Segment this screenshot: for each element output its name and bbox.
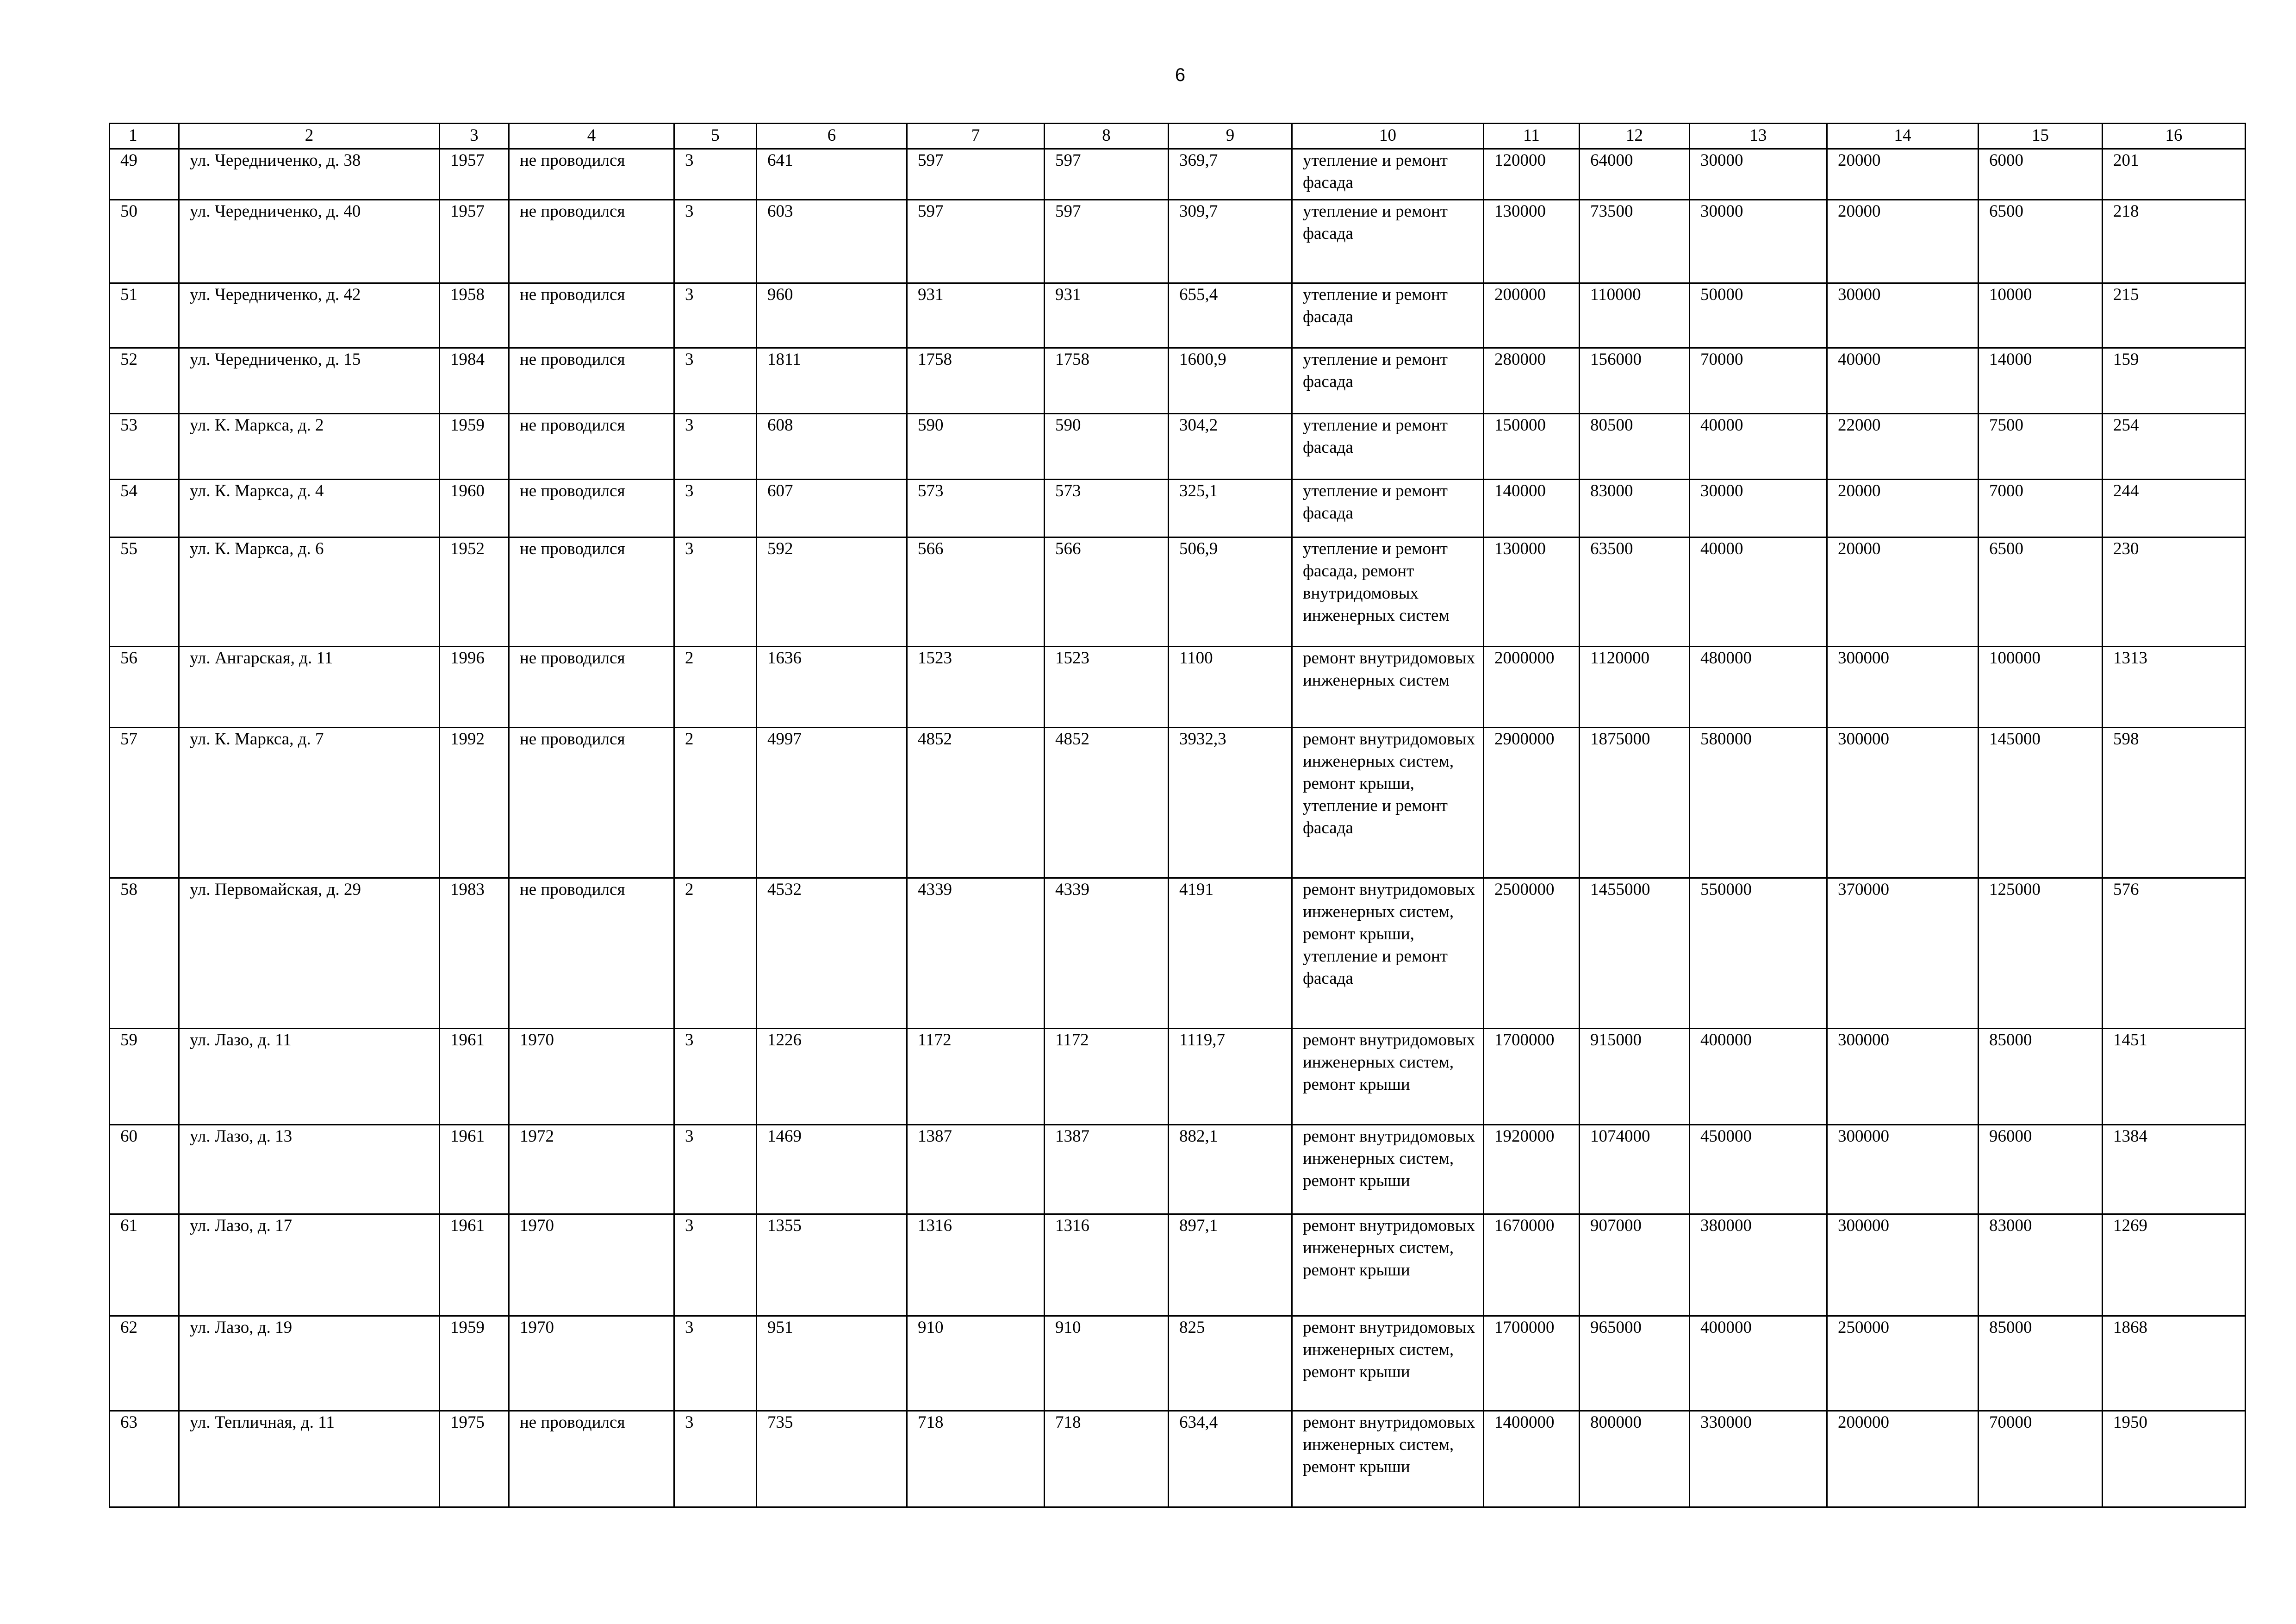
- cell-owners-share: 83000: [1979, 1214, 2103, 1316]
- table-row: [110, 537, 2246, 647]
- cell-address: ул. Лазо, д. 11: [179, 1029, 440, 1125]
- cell-living-area: 597: [907, 149, 1045, 200]
- cell-last-repair-year: не проводился: [509, 878, 674, 1029]
- cell-specific-cost: 159: [2103, 348, 2246, 414]
- cell-regional-budget-share: 30000: [1690, 480, 1827, 537]
- cell-regional-budget-share: 550000: [1690, 878, 1827, 1029]
- cell-row-number: 52: [110, 348, 179, 414]
- cell-last-repair-year: не проводился: [509, 480, 674, 537]
- cell-floors: 3: [674, 480, 757, 537]
- cell-row-number: 51: [110, 283, 179, 348]
- column-number-header: 1: [110, 124, 179, 149]
- cell-address: ул. Лазо, д. 13: [179, 1125, 440, 1214]
- cell-last-repair-year: 1970: [509, 1214, 674, 1316]
- cell-total-cost: 1670000: [1484, 1214, 1580, 1316]
- column-number-header: 9: [1169, 124, 1292, 149]
- cell-row-number: 53: [110, 414, 179, 480]
- table-row: [110, 283, 2246, 348]
- cell-total-area: 4532: [757, 878, 907, 1029]
- column-number-header: 10: [1292, 124, 1484, 149]
- cell-regional-budget-share: 30000: [1690, 200, 1827, 283]
- repair-program-table: [109, 123, 2246, 1508]
- cell-total-cost: 200000: [1484, 283, 1580, 348]
- cell-year-built: 1961: [440, 1214, 509, 1316]
- cell-last-repair-year: не проводился: [509, 200, 674, 283]
- cell-total-cost: 140000: [1484, 480, 1580, 537]
- table-row: [110, 878, 2246, 1029]
- cell-planned-works: утепление и ремонт фасада: [1292, 283, 1484, 348]
- column-number-header: 5: [674, 124, 757, 149]
- cell-specific-cost: 598: [2103, 728, 2246, 878]
- cell-residential-area: 1523: [1045, 647, 1169, 728]
- cell-last-repair-year: не проводился: [509, 149, 674, 200]
- cell-specific-cost: 576: [2103, 878, 2246, 1029]
- cell-total-area: 735: [757, 1411, 907, 1507]
- table-row: [110, 1029, 2246, 1125]
- column-number-header: 16: [2103, 124, 2246, 149]
- table-row: [110, 200, 2246, 283]
- cell-planned-works: утепление и ремонт фасада: [1292, 200, 1484, 283]
- cell-local-budget-share: 30000: [1827, 283, 1979, 348]
- cell-row-number: 62: [110, 1316, 179, 1411]
- cell-address: ул. Чередниченко, д. 42: [179, 283, 440, 348]
- cell-floors: 3: [674, 1214, 757, 1316]
- cell-heated-area: 882,1: [1169, 1125, 1292, 1214]
- cell-total-area: 603: [757, 200, 907, 283]
- column-number-header: 13: [1690, 124, 1827, 149]
- cell-local-budget-share: 40000: [1827, 348, 1979, 414]
- cell-heated-area: 369,7: [1169, 149, 1292, 200]
- cell-row-number: 58: [110, 878, 179, 1029]
- cell-owners-share: 85000: [1979, 1316, 2103, 1411]
- cell-row-number: 59: [110, 1029, 179, 1125]
- cell-owners-share: 6000: [1979, 149, 2103, 200]
- cell-floors: 3: [674, 537, 757, 647]
- cell-total-area: 1355: [757, 1214, 907, 1316]
- cell-year-built: 1959: [440, 414, 509, 480]
- cell-total-cost: 1400000: [1484, 1411, 1580, 1507]
- cell-residential-area: 566: [1045, 537, 1169, 647]
- cell-owners-share: 10000: [1979, 283, 2103, 348]
- cell-heated-area: 655,4: [1169, 283, 1292, 348]
- cell-local-budget-share: 300000: [1827, 728, 1979, 878]
- column-number-header: 11: [1484, 124, 1580, 149]
- cell-total-area: 951: [757, 1316, 907, 1411]
- cell-heated-area: 3932,3: [1169, 728, 1292, 878]
- cell-total-cost: 150000: [1484, 414, 1580, 480]
- cell-living-area: 4852: [907, 728, 1045, 878]
- cell-owners-share: 96000: [1979, 1125, 2103, 1214]
- cell-fund-share: 915000: [1580, 1029, 1690, 1125]
- cell-living-area: 1172: [907, 1029, 1045, 1125]
- cell-year-built: 1961: [440, 1029, 509, 1125]
- cell-last-repair-year: не проводился: [509, 647, 674, 728]
- page-number: 6: [1175, 65, 1186, 85]
- cell-row-number: 50: [110, 200, 179, 283]
- cell-last-repair-year: не проводился: [509, 414, 674, 480]
- cell-local-budget-share: 300000: [1827, 1214, 1979, 1316]
- cell-total-cost: 130000: [1484, 200, 1580, 283]
- cell-year-built: 1957: [440, 149, 509, 200]
- cell-owners-share: 85000: [1979, 1029, 2103, 1125]
- column-number-header: 6: [757, 124, 907, 149]
- cell-living-area: 1316: [907, 1214, 1045, 1316]
- cell-regional-budget-share: 40000: [1690, 537, 1827, 647]
- cell-living-area: 718: [907, 1411, 1045, 1507]
- cell-row-number: 60: [110, 1125, 179, 1214]
- cell-residential-area: 1172: [1045, 1029, 1169, 1125]
- cell-regional-budget-share: 400000: [1690, 1316, 1827, 1411]
- cell-year-built: 1957: [440, 200, 509, 283]
- cell-heated-area: 825: [1169, 1316, 1292, 1411]
- cell-specific-cost: 1451: [2103, 1029, 2246, 1125]
- cell-heated-area: 897,1: [1169, 1214, 1292, 1316]
- cell-fund-share: 965000: [1580, 1316, 1690, 1411]
- table-row: [110, 414, 2246, 480]
- cell-planned-works: ремонт внутридомовых инженерных систем, ремонт крыши, утепление и ремонт фасада: [1292, 878, 1484, 1029]
- cell-owners-share: 145000: [1979, 728, 2103, 878]
- cell-address: ул. К. Маркса, д. 2: [179, 414, 440, 480]
- cell-fund-share: 907000: [1580, 1214, 1690, 1316]
- cell-last-repair-year: не проводился: [509, 1411, 674, 1507]
- cell-address: ул. Первомайская, д. 29: [179, 878, 440, 1029]
- cell-total-cost: 1700000: [1484, 1316, 1580, 1411]
- cell-year-built: 1959: [440, 1316, 509, 1411]
- cell-living-area: 4339: [907, 878, 1045, 1029]
- cell-last-repair-year: не проводился: [509, 283, 674, 348]
- cell-owners-share: 70000: [1979, 1411, 2103, 1507]
- column-number-header: 4: [509, 124, 674, 149]
- cell-specific-cost: 1950: [2103, 1411, 2246, 1507]
- cell-specific-cost: 215: [2103, 283, 2246, 348]
- cell-fund-share: 1455000: [1580, 878, 1690, 1029]
- cell-local-budget-share: 300000: [1827, 1125, 1979, 1214]
- cell-address: ул. К. Маркса, д. 7: [179, 728, 440, 878]
- cell-regional-budget-share: 400000: [1690, 1029, 1827, 1125]
- cell-regional-budget-share: 50000: [1690, 283, 1827, 348]
- cell-floors: 3: [674, 1125, 757, 1214]
- cell-total-cost: 120000: [1484, 149, 1580, 200]
- cell-residential-area: 590: [1045, 414, 1169, 480]
- cell-total-cost: 1920000: [1484, 1125, 1580, 1214]
- cell-row-number: 56: [110, 647, 179, 728]
- cell-heated-area: 4191: [1169, 878, 1292, 1029]
- cell-total-area: 1226: [757, 1029, 907, 1125]
- cell-fund-share: 73500: [1580, 200, 1690, 283]
- cell-living-area: 566: [907, 537, 1045, 647]
- cell-address: ул. Чередниченко, д. 40: [179, 200, 440, 283]
- cell-residential-area: 931: [1045, 283, 1169, 348]
- cell-specific-cost: 1313: [2103, 647, 2246, 728]
- cell-heated-area: 325,1: [1169, 480, 1292, 537]
- cell-year-built: 1992: [440, 728, 509, 878]
- cell-living-area: 590: [907, 414, 1045, 480]
- cell-fund-share: 1074000: [1580, 1125, 1690, 1214]
- cell-fund-share: 83000: [1580, 480, 1690, 537]
- cell-total-area: 960: [757, 283, 907, 348]
- cell-residential-area: 4852: [1045, 728, 1169, 878]
- cell-fund-share: 1120000: [1580, 647, 1690, 728]
- cell-local-budget-share: 250000: [1827, 1316, 1979, 1411]
- cell-row-number: 61: [110, 1214, 179, 1316]
- cell-planned-works: ремонт внутридомовых инженерных систем: [1292, 647, 1484, 728]
- table-row: [110, 149, 2246, 200]
- cell-planned-works: ремонт внутридомовых инженерных систем, ремонт крыши: [1292, 1029, 1484, 1125]
- cell-total-cost: 2900000: [1484, 728, 1580, 878]
- cell-regional-budget-share: 70000: [1690, 348, 1827, 414]
- cell-last-repair-year: не проводился: [509, 537, 674, 647]
- cell-heated-area: 304,2: [1169, 414, 1292, 480]
- cell-specific-cost: 201: [2103, 149, 2246, 200]
- cell-fund-share: 156000: [1580, 348, 1690, 414]
- cell-floors: 2: [674, 878, 757, 1029]
- cell-residential-area: 910: [1045, 1316, 1169, 1411]
- cell-owners-share: 6500: [1979, 200, 2103, 283]
- cell-heated-area: 506,9: [1169, 537, 1292, 647]
- cell-living-area: 910: [907, 1316, 1045, 1411]
- cell-address: ул. Лазо, д. 19: [179, 1316, 440, 1411]
- cell-regional-budget-share: 450000: [1690, 1125, 1827, 1214]
- cell-planned-works: утепление и ремонт фасада, ремонт внутридомовых инженерных систем: [1292, 537, 1484, 647]
- cell-address: ул. Лазо, д. 17: [179, 1214, 440, 1316]
- table-row: [110, 1316, 2246, 1411]
- cell-floors: 2: [674, 728, 757, 878]
- cell-year-built: 1952: [440, 537, 509, 647]
- cell-floors: 3: [674, 149, 757, 200]
- cell-fund-share: 800000: [1580, 1411, 1690, 1507]
- cell-local-budget-share: 200000: [1827, 1411, 1979, 1507]
- cell-local-budget-share: 370000: [1827, 878, 1979, 1029]
- cell-specific-cost: 1384: [2103, 1125, 2246, 1214]
- cell-local-budget-share: 22000: [1827, 414, 1979, 480]
- cell-heated-area: 1600,9: [1169, 348, 1292, 414]
- cell-total-area: 1811: [757, 348, 907, 414]
- cell-fund-share: 80500: [1580, 414, 1690, 480]
- table-row: [110, 647, 2246, 728]
- cell-specific-cost: 230: [2103, 537, 2246, 647]
- cell-address: ул. К. Маркса, д. 6: [179, 537, 440, 647]
- cell-fund-share: 1875000: [1580, 728, 1690, 878]
- cell-living-area: 931: [907, 283, 1045, 348]
- cell-floors: 3: [674, 200, 757, 283]
- cell-row-number: 63: [110, 1411, 179, 1507]
- cell-row-number: 55: [110, 537, 179, 647]
- cell-living-area: 1758: [907, 348, 1045, 414]
- cell-floors: 2: [674, 647, 757, 728]
- cell-local-budget-share: 20000: [1827, 480, 1979, 537]
- cell-year-built: 1975: [440, 1411, 509, 1507]
- column-number-header: 2: [179, 124, 440, 149]
- table-row: [110, 1125, 2246, 1214]
- cell-local-budget-share: 20000: [1827, 537, 1979, 647]
- cell-year-built: 1960: [440, 480, 509, 537]
- cell-total-area: 608: [757, 414, 907, 480]
- cell-specific-cost: 1868: [2103, 1316, 2246, 1411]
- cell-total-area: 1636: [757, 647, 907, 728]
- cell-local-budget-share: 20000: [1827, 149, 1979, 200]
- cell-residential-area: 4339: [1045, 878, 1169, 1029]
- cell-regional-budget-share: 30000: [1690, 149, 1827, 200]
- cell-floors: 3: [674, 1316, 757, 1411]
- cell-year-built: 1961: [440, 1125, 509, 1214]
- cell-total-cost: 130000: [1484, 537, 1580, 647]
- cell-residential-area: 718: [1045, 1411, 1169, 1507]
- column-number-row: [110, 124, 2246, 149]
- cell-residential-area: 597: [1045, 149, 1169, 200]
- cell-local-budget-share: 20000: [1827, 200, 1979, 283]
- cell-last-repair-year: 1972: [509, 1125, 674, 1214]
- cell-floors: 3: [674, 1411, 757, 1507]
- cell-floors: 3: [674, 414, 757, 480]
- cell-floors: 3: [674, 283, 757, 348]
- column-number-header: 12: [1580, 124, 1690, 149]
- cell-regional-budget-share: 580000: [1690, 728, 1827, 878]
- cell-residential-area: 597: [1045, 200, 1169, 283]
- cell-heated-area: 309,7: [1169, 200, 1292, 283]
- cell-owners-share: 14000: [1979, 348, 2103, 414]
- cell-owners-share: 100000: [1979, 647, 2103, 728]
- cell-floors: 3: [674, 1029, 757, 1125]
- cell-last-repair-year: 1970: [509, 1316, 674, 1411]
- cell-planned-works: утепление и ремонт фасада: [1292, 149, 1484, 200]
- table-row: [110, 348, 2246, 414]
- cell-specific-cost: 218: [2103, 200, 2246, 283]
- cell-living-area: 1523: [907, 647, 1045, 728]
- cell-regional-budget-share: 330000: [1690, 1411, 1827, 1507]
- column-number-header: 3: [440, 124, 509, 149]
- cell-floors: 3: [674, 348, 757, 414]
- cell-residential-area: 1387: [1045, 1125, 1169, 1214]
- cell-year-built: 1984: [440, 348, 509, 414]
- cell-planned-works: ремонт внутридомовых инженерных систем, ремонт крыши, утепление и ремонт фасада: [1292, 728, 1484, 878]
- cell-address: ул. Ангарская, д. 11: [179, 647, 440, 728]
- cell-planned-works: утепление и ремонт фасада: [1292, 480, 1484, 537]
- column-number-header: 15: [1979, 124, 2103, 149]
- cell-specific-cost: 1269: [2103, 1214, 2246, 1316]
- cell-address: ул. Тепличная, д. 11: [179, 1411, 440, 1507]
- cell-regional-budget-share: 40000: [1690, 414, 1827, 480]
- cell-heated-area: 1119,7: [1169, 1029, 1292, 1125]
- cell-local-budget-share: 300000: [1827, 1029, 1979, 1125]
- column-number-header: 14: [1827, 124, 1979, 149]
- cell-regional-budget-share: 480000: [1690, 647, 1827, 728]
- cell-local-budget-share: 300000: [1827, 647, 1979, 728]
- cell-planned-works: ремонт внутридомовых инженерных систем, ремонт крыши: [1292, 1411, 1484, 1507]
- cell-total-area: 1469: [757, 1125, 907, 1214]
- cell-fund-share: 110000: [1580, 283, 1690, 348]
- column-number-header: 8: [1045, 124, 1169, 149]
- cell-row-number: 54: [110, 480, 179, 537]
- cell-fund-share: 64000: [1580, 149, 1690, 200]
- cell-planned-works: ремонт внутридомовых инженерных систем, ремонт крыши: [1292, 1214, 1484, 1316]
- cell-total-cost: 1700000: [1484, 1029, 1580, 1125]
- cell-owners-share: 7000: [1979, 480, 2103, 537]
- cell-address: ул. Чередниченко, д. 15: [179, 348, 440, 414]
- cell-owners-share: 6500: [1979, 537, 2103, 647]
- table-row: [110, 480, 2246, 537]
- cell-row-number: 57: [110, 728, 179, 878]
- cell-specific-cost: 244: [2103, 480, 2246, 537]
- cell-heated-area: 634,4: [1169, 1411, 1292, 1507]
- cell-total-cost: 2000000: [1484, 647, 1580, 728]
- cell-planned-works: утепление и ремонт фасада: [1292, 414, 1484, 480]
- cell-total-area: 607: [757, 480, 907, 537]
- cell-total-cost: 280000: [1484, 348, 1580, 414]
- cell-year-built: 1996: [440, 647, 509, 728]
- cell-row-number: 49: [110, 149, 179, 200]
- cell-living-area: 597: [907, 200, 1045, 283]
- cell-owners-share: 7500: [1979, 414, 2103, 480]
- cell-address: ул. Чередниченко, д. 38: [179, 149, 440, 200]
- cell-last-repair-year: не проводился: [509, 348, 674, 414]
- cell-residential-area: 1758: [1045, 348, 1169, 414]
- cell-total-cost: 2500000: [1484, 878, 1580, 1029]
- cell-owners-share: 125000: [1979, 878, 2103, 1029]
- cell-regional-budget-share: 380000: [1690, 1214, 1827, 1316]
- cell-residential-area: 1316: [1045, 1214, 1169, 1316]
- table-row: [110, 728, 2246, 878]
- cell-heated-area: 1100: [1169, 647, 1292, 728]
- cell-address: ул. К. Маркса, д. 4: [179, 480, 440, 537]
- cell-planned-works: утепление и ремонт фасада: [1292, 348, 1484, 414]
- cell-living-area: 573: [907, 480, 1045, 537]
- cell-total-area: 592: [757, 537, 907, 647]
- cell-planned-works: ремонт внутридомовых инженерных систем, ремонт крыши: [1292, 1316, 1484, 1411]
- cell-last-repair-year: не проводился: [509, 728, 674, 878]
- table-row: [110, 1411, 2246, 1507]
- cell-year-built: 1958: [440, 283, 509, 348]
- cell-residential-area: 573: [1045, 480, 1169, 537]
- cell-living-area: 1387: [907, 1125, 1045, 1214]
- cell-planned-works: ремонт внутридомовых инженерных систем, ремонт крыши: [1292, 1125, 1484, 1214]
- cell-fund-share: 63500: [1580, 537, 1690, 647]
- cell-total-area: 4997: [757, 728, 907, 878]
- cell-total-area: 641: [757, 149, 907, 200]
- cell-specific-cost: 254: [2103, 414, 2246, 480]
- cell-last-repair-year: 1970: [509, 1029, 674, 1125]
- column-number-header: 7: [907, 124, 1045, 149]
- cell-year-built: 1983: [440, 878, 509, 1029]
- table-row: [110, 1214, 2246, 1316]
